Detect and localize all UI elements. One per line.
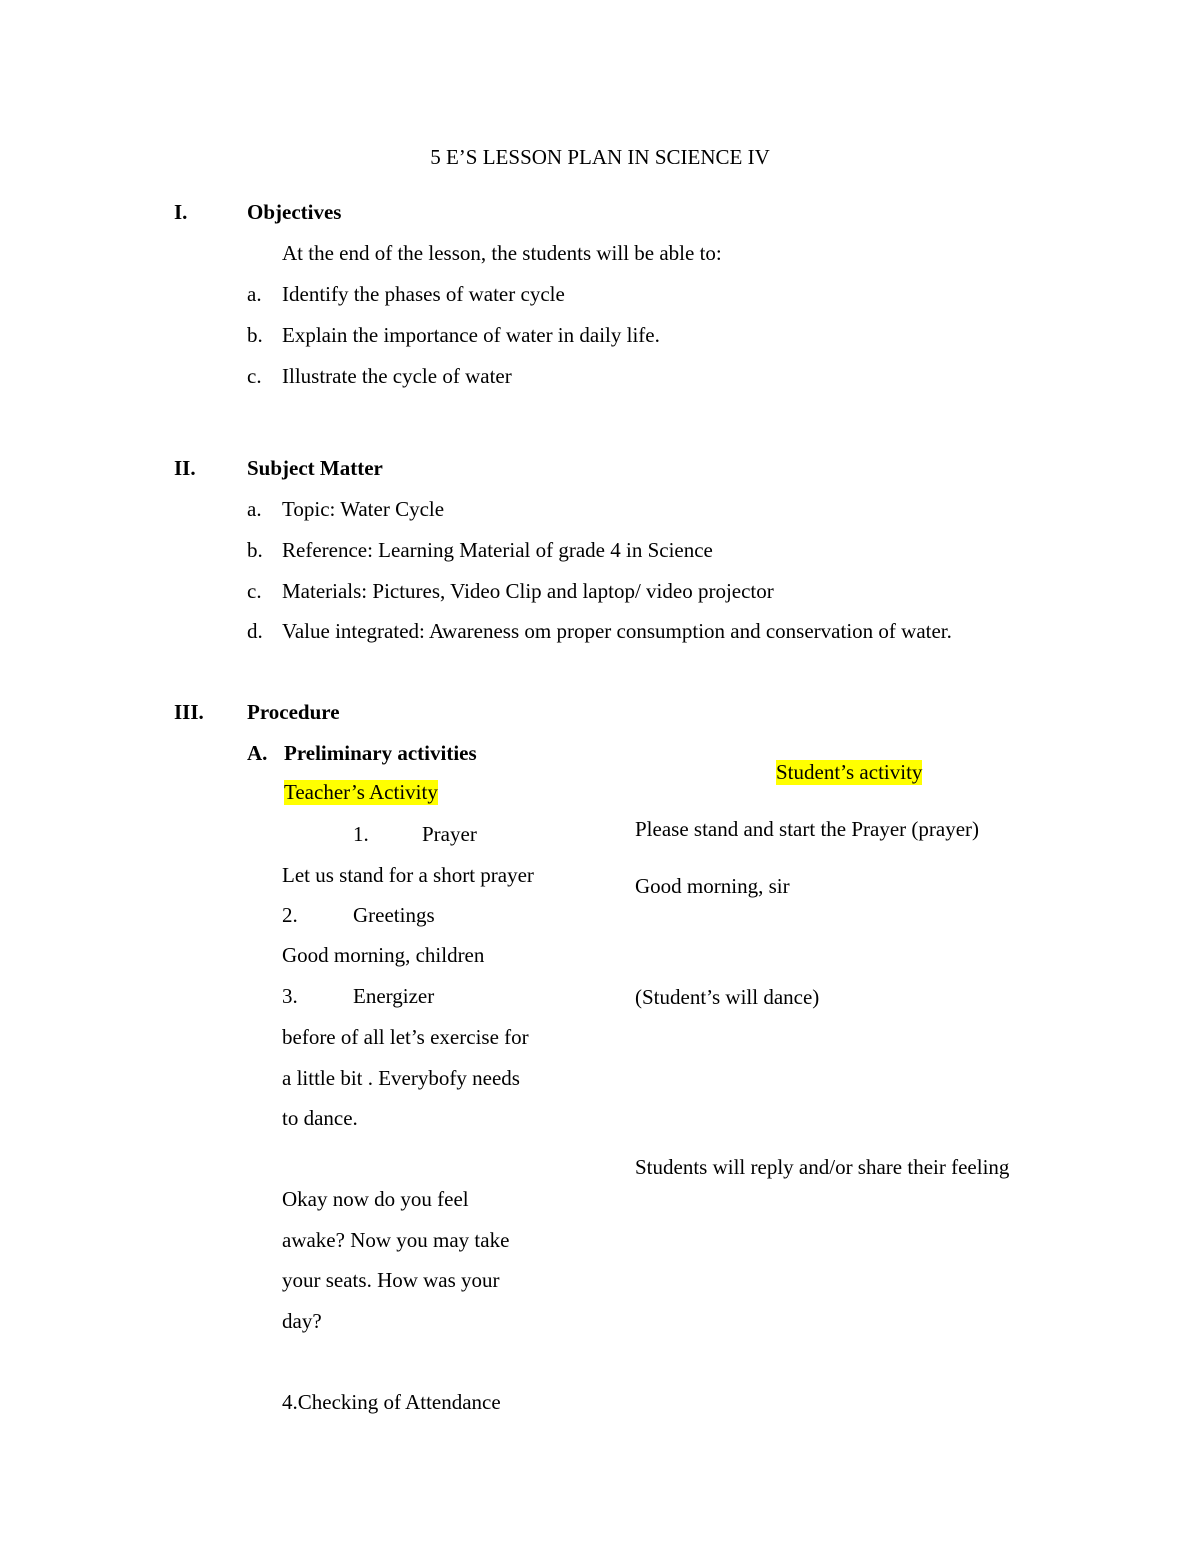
section-numeral-objectives: I. [174, 200, 188, 224]
feel-text-line: your seats. How was your [282, 1268, 500, 1292]
greetings-number: 2. [282, 903, 298, 927]
objectives-intro: At the end of the lesson, the students will be able to: [282, 241, 722, 265]
greetings-label: Greetings [353, 903, 435, 927]
greetings-text: Good morning, children [282, 943, 485, 967]
feel-text-line: Okay now do you feel [282, 1187, 469, 1211]
section-numeral-subject-matter: II. [174, 456, 196, 480]
objective-marker: c. [247, 364, 262, 388]
teacher-activity-header: Teacher’s Activity [284, 780, 438, 804]
energizer-text-line: before of all let’s exercise for [282, 1025, 529, 1049]
subject-item: Reference: Learning Material of grade 4 in Science [282, 538, 713, 562]
prayer-number: 1. [353, 822, 369, 846]
energizer-number: 3. [282, 984, 298, 1008]
section-heading-procedure: Procedure [247, 700, 340, 724]
attendance-text: 4.Checking of Attendance [282, 1390, 501, 1414]
student-activity-header: Student’s activity [776, 760, 923, 784]
section-numeral-procedure: III. [174, 700, 204, 724]
section-heading-subject-matter: Subject Matter [247, 456, 383, 480]
subsection-heading: Preliminary activities [284, 741, 477, 765]
document-title: 5 E’S LESSON PLAN IN SCIENCE IV [430, 145, 770, 169]
objective-item: Explain the importance of water in daily life. [282, 323, 660, 347]
energizer-text-line: to dance. [282, 1106, 358, 1130]
subject-marker: b. [247, 538, 263, 562]
subject-marker: d. [247, 619, 263, 643]
feel-text-line: awake? Now you may take [282, 1228, 510, 1252]
prayer-label: Prayer [422, 822, 477, 846]
subject-marker: c. [247, 579, 262, 603]
feel-text-line: day? [282, 1309, 322, 1333]
prayer-text: Let us stand for a short prayer [282, 863, 534, 887]
subject-marker: a. [247, 497, 262, 521]
energizer-text-line: a little bit . Everybofy needs [282, 1066, 520, 1090]
subject-item: Value integrated: Awareness om proper consumption and conservation of water. [282, 619, 952, 643]
student-prayer: Please stand and start the Prayer (prayer) [635, 817, 980, 841]
objective-item: Identify the phases of water cycle [282, 282, 565, 306]
student-greeting: Good morning, sir [635, 874, 790, 898]
subject-item: Materials: Pictures, Video Clip and laptop/ video projector [282, 579, 774, 603]
objective-marker: a. [247, 282, 262, 306]
subsection-marker: A. [247, 741, 268, 765]
section-heading-objectives: Objectives [247, 200, 342, 224]
student-reply: Students will reply and/or share their feeling [635, 1155, 1010, 1179]
objective-marker: b. [247, 323, 263, 347]
subject-item: Topic: Water Cycle [282, 497, 445, 521]
energizer-label: Energizer [353, 984, 435, 1008]
objective-item: Illustrate the cycle of water [282, 364, 512, 388]
student-dance: (Student’s will dance) [635, 985, 820, 1009]
